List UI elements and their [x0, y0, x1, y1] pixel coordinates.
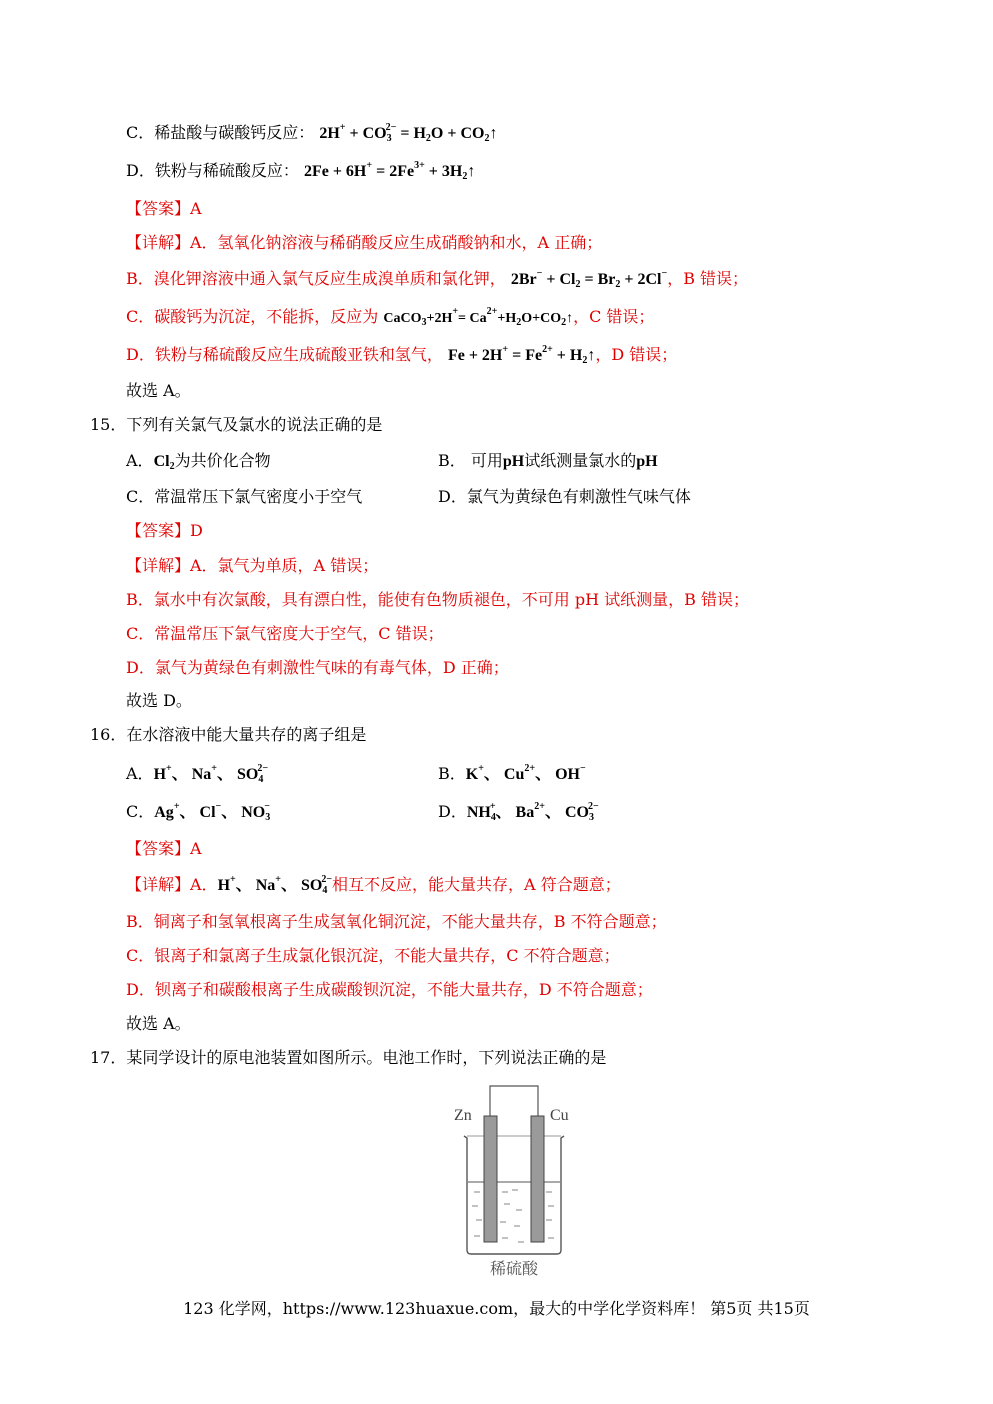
q16-stem: 16．在水溶液中能大量共存的离子组是	[90, 725, 367, 744]
q15-choose: 故选 D。	[126, 691, 192, 710]
q15-detail-c: C．常温常压下氯气密度大于空气，C 错误；	[126, 624, 444, 643]
q16-option-c: C．Ag+、 Cl−、 $NO_3^-$	[126, 801, 271, 823]
q15-detail-d: D．氯气为黄绿色有刺激性气味的有毒气体，D 正确；	[126, 658, 509, 677]
page-footer: 123 化学网，https://www.123huaxue.com，最大的中学化学资料库！ 第5页 共15页	[183, 1299, 810, 1318]
q16-detail-a: 【详解】A．H+、 Na+、 $SO_4^{2-}$相互不反应，能大量共存，A 符合题意；	[126, 874, 621, 896]
zn-label: Zn	[454, 1107, 472, 1124]
q15-answer: 【答案】D	[126, 521, 203, 540]
detail-d: D．铁粉与稀硫酸反应生成硫酸亚铁和氢气， $Fe + 2H^+ = Fe^{2+}$ + $H_2↑$，D 错误；	[126, 344, 678, 366]
choose: 故选 A。	[126, 381, 191, 400]
zn-electrode	[484, 1116, 497, 1242]
q16-choose: 故选 A。	[126, 1014, 191, 1033]
equation: $Fe + 2H^+ = Fe^{2+}$ + $H_2↑$	[447, 344, 596, 366]
option-c	[126, 122, 497, 145]
cu-electrode	[531, 1116, 544, 1242]
q16-option-b: B．K+、 $Cu^{2+}$、 OH−	[438, 763, 586, 783]
detail-a: 【详解】A．氢氧化钠溶液与稀硝酸反应生成硝酸钠和水，A 正确；	[126, 233, 603, 252]
beaker-diagram	[450, 1080, 600, 1280]
acid-caption: 稀硫酸	[490, 1259, 539, 1278]
equation: $2Br^- + Cl_2 = Br_2 + 2Cl^-$	[510, 268, 668, 290]
option-d	[126, 160, 475, 183]
q15-detail-b: B．氯水中有次氯酸，具有漂白性，能使有色物质褪色，不可用 pH 试纸测量，B 错误；	[126, 590, 749, 609]
q15-stem: 15．下列有关氯气及氯水的说法正确的是	[90, 415, 383, 434]
detail-c: C．碳酸钙为沉淀，不能拆，反应为 CaCO$_3$+2H+= $Ca^{2+}+H_2O+CO_2↑$，C 错误；	[126, 306, 655, 328]
q15-option-d: D．氯气为黄绿色有刺激性气味气体	[438, 487, 691, 506]
q16-detail-b: B．铜离子和氢氧根离子生成氢氧化铜沉淀，不能大量共存，B 不符合题意；	[126, 912, 667, 931]
equation: $2H^+ + CO_3^{2-} = H_2O$ + $CO_2↑$	[319, 122, 498, 144]
q15-option-a: A．$Cl_2$为共价化合物	[126, 451, 271, 472]
q16-answer: 【答案】A	[126, 839, 202, 858]
q16-detail-c: C．银离子和氯离子生成氯化银沉淀，不能大量共存，C 不符合题意；	[126, 946, 620, 965]
equation: CaCO$_3$+2H+= $Ca^{2+}+H_2O+CO_2↑$	[383, 306, 574, 328]
q15-detail-a: 【详解】A．氯气为单质，A 错误；	[126, 556, 379, 575]
detail-b: B．溴化钾溶液中通入氯气反应生成溴单质和氯化钾， $2Br^- + Cl_2 = Br_2 + 2Cl^-$，B 错误；	[126, 268, 749, 290]
q16-option-a: A．H+、 Na+、 $SO_4^{2-}$	[126, 763, 269, 785]
q16-detail-d: D．钡离子和碳酸根离子生成碳酸钡沉淀，不能大量共存，D 不符合题意；	[126, 980, 653, 999]
q17-stem: 17．某同学设计的原电池装置如图所示。电池工作时，下列说法正确的是	[90, 1048, 607, 1067]
galvanic-cell-figure	[450, 1080, 600, 1280]
q15-option-b: B． 可用pH试纸测量氯水的pH	[438, 451, 658, 470]
option-c-label: C．稀盐酸与碳酸钙反应：	[126, 123, 315, 142]
cu-label: Cu	[550, 1107, 569, 1124]
option-d-label: D．铁粉与稀硫酸反应：	[126, 161, 299, 180]
equation: $2Fe + 6H^+ = 2Fe^{3+}$ + $3H_2↑$	[303, 160, 476, 182]
q16-option-d: D．$NH_4^+$、 $Ba^{2+}$、 $CO_3^{2-}$	[438, 801, 599, 823]
answer: 【答案】A	[126, 199, 202, 218]
q15-option-c: C．常温常压下氯气密度小于空气	[126, 487, 363, 506]
